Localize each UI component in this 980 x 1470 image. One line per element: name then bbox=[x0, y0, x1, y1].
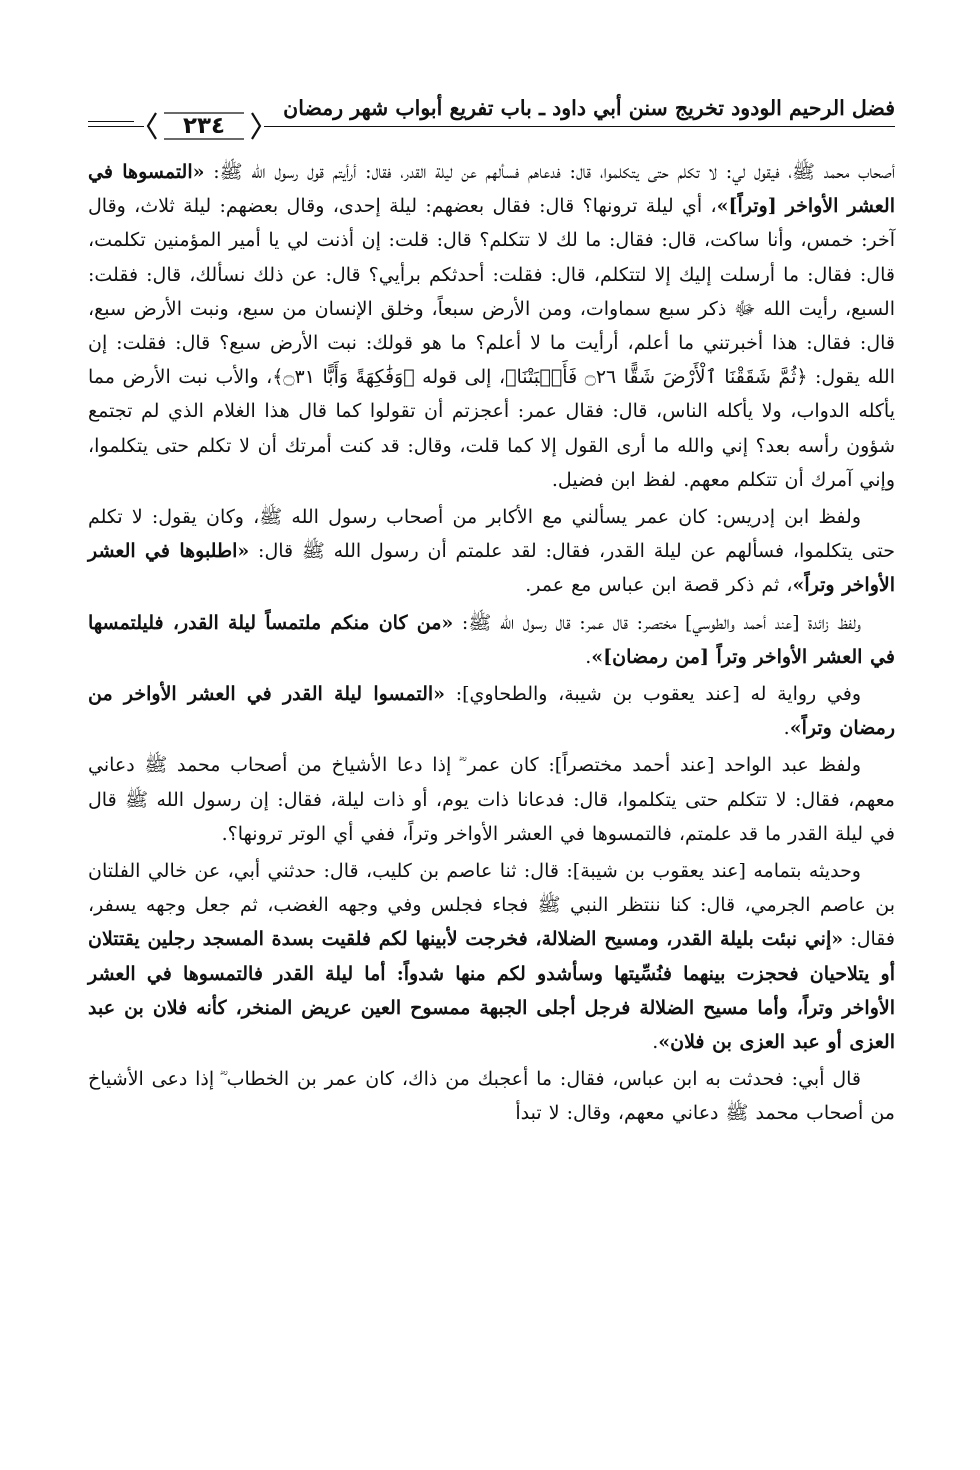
main-text bbox=[88, 155, 895, 1134]
hadith-quote-bold: «اطلبوها في العشر الأواخر وتراً» bbox=[88, 540, 895, 597]
text-segment: ولفظ ابن إدريس: كان عمر يسألني مع الأكابر من أصحاب رسول الله ﷺ، وكان يقول: لا تكلم حتى يتكلموا، فسألهم عن ليلة القدر، فقال: لقد علمتم أن رسول الله ﷺ قال: bbox=[88, 506, 895, 563]
text-segment: أصحاب محمد ﷺ، فيقول لي: لا تكلم حتى يتكلموا، قال: فدعاهم فسألهم عن ليلة القدر، فقال: أرأيتم قول رسول الله ﷺ: bbox=[204, 161, 895, 183]
paragraph-p5 bbox=[88, 748, 895, 851]
text-segment: ولفظ زائدة [عند أحمد والطوسي] مختصر: قال عمر: قال رسول الله ﷺ: bbox=[453, 611, 861, 634]
paragraph-p2 bbox=[88, 500, 895, 603]
text-segment: قال أبي: فحدثت به ابن عباس، فقال: ما أعجبك من ذاك، كان عمر بن الخطاب ؓ إذا دعى الأشياخ من أصحاب محمد ﷺ دعاني معهم، وقال: لا تبدأ bbox=[88, 1068, 895, 1125]
paragraph-p3 bbox=[88, 606, 895, 674]
text-segment: ولفظ عبد الواحد [عند أحمد مختصراً]: كان عمر ؓ إذا دعا الأشياخ من أصحاب محمد ﷺ دعاني معهم، فقال: لا تتكلم حتى يتكلموا، قال: فدعانا ذات يوم، أو ذات ليلة، فقال: إن رسول الله ﷺ قال في ليلة القدر ما قد علمتم، فالتمسوها في العشر الأواخر وتراً، ففي أي الوتر ترونها؟. bbox=[88, 754, 895, 845]
hadith-quote-bold: «إني نبئت بليلة القدر، ومسيح الضلالة، فخرجت لأبينها لكم فلقيت بسدة المسجد رجلين يقتتلان أو يتلاحيان فحجزت بينهما فنُسِّيتها وسأشدو لكم منها شدواً: أما ليلة القدر فالتمسوها في العشر الأواخر وتراً، وأما مسيح الضلالة فرجل أجلى الجبهة ممسوح العين عريض المنخر، كأنه فلان بن عبد العزى أو عبد العزى بن فلان» bbox=[88, 928, 895, 1054]
text-segment: . bbox=[652, 1031, 659, 1054]
hadith-quote-bold: «من كان منكم ملتمساً ليلة القدر، فليلتمسها في العشر الأواخر وتراً [من رمضان]» bbox=[88, 611, 895, 668]
page-number: ٢٣٤ bbox=[182, 113, 226, 139]
paragraph-p6 bbox=[88, 854, 895, 1059]
header-dash-ornament bbox=[88, 121, 134, 127]
text-segment: وفي رواية له [عند يعقوب بن شيبة، والطحاوي]: bbox=[445, 683, 861, 706]
hadith-quote-bold: «التمسوا ليلة القدر في العشر الأواخر من رمضان وتراً» bbox=[88, 683, 895, 740]
running-header bbox=[88, 88, 895, 146]
hadith-quote-bold: «التمسوها في العشر الأواخر [وتراً]» bbox=[88, 161, 895, 218]
paragraph-p7 bbox=[88, 1062, 895, 1130]
text-segment: ، أي ليلة ترونها؟ قال: فقال بعضهم: ليلة إحدى، وقال بعضهم: ليلة ثلاث، وقال آخر: خمس، وأنا ساكت، قال: فقال: ما لك لا تتكلم؟ قال: قلت: إن أذنت لي يا أمير المؤمنين تكلمت، قال: فقال: ما أرسلت إليك إلا لتتكلم، قال: فقلت: أحدثكم برأيي؟ قال: عن ذلك نسألك، قال: فقلت: السبع، رأيت الله ﷻ ذكر سبع سماوات، ومن الأرض سبعاً، وخلق الإنسان من سبع، ونبت الأرض سبع، قال: فقال: هذا أخبرتني ما أعلم، أرأيت ما لا أعلم؟ ما هو قولك: نبت الأرض سبع؟ قال: فقلت: إن الله يقول: ﴿ثُمَّ شَقَقْنَا ٱلْأَرْضَ شَقًّا ۝٢٦ فَأَنۢبَتْنَا﴾، إلى قوله ﴿وَفَٰكِهَةً وَأَبًّا ۝٣١﴾، والأب نبت الأرض مما يأكله الدواب، ولا يأكله الناس، قال: فقال عمر: أعجزتم أن تقولوا كما قال هذا الغلام الذي لم تجتمع شؤون رأسه بعد؟ إني والله ما أرى القول إلا كما قلت، وقال: قد كنت أمرتك أن لا تكلم حتى يتكلموا، وإني آمرك أن تتكلم معهم. لفظ ابن فضيل. bbox=[88, 195, 896, 491]
text-segment: وحديثه بتمامه [عند يعقوب بن شيبة]: قال: ثنا عاصم بن كليب، قال: حدثني أبي، عن خالي الفلتان بن عاصم الجرمي، قال: كنا ننتظر النبي ﷺ فجاء فجلس وفي وجهه الغضب، ثم جعل وجهه يسفر، فقال: bbox=[88, 860, 895, 951]
text-segment: ، ثم ذكر قصة ابن عباس مع عمر. bbox=[525, 574, 793, 597]
text-segment: . bbox=[783, 717, 790, 740]
page-number-frame bbox=[144, 110, 264, 142]
text-segment: . bbox=[585, 645, 592, 668]
running-title: فضل الرحيم الودود تخريج سنن أبي داود ـ باب تفريع أبواب شهر رمضان bbox=[283, 96, 895, 120]
paragraph-p4 bbox=[88, 677, 895, 745]
paragraph-p1 bbox=[88, 155, 895, 497]
